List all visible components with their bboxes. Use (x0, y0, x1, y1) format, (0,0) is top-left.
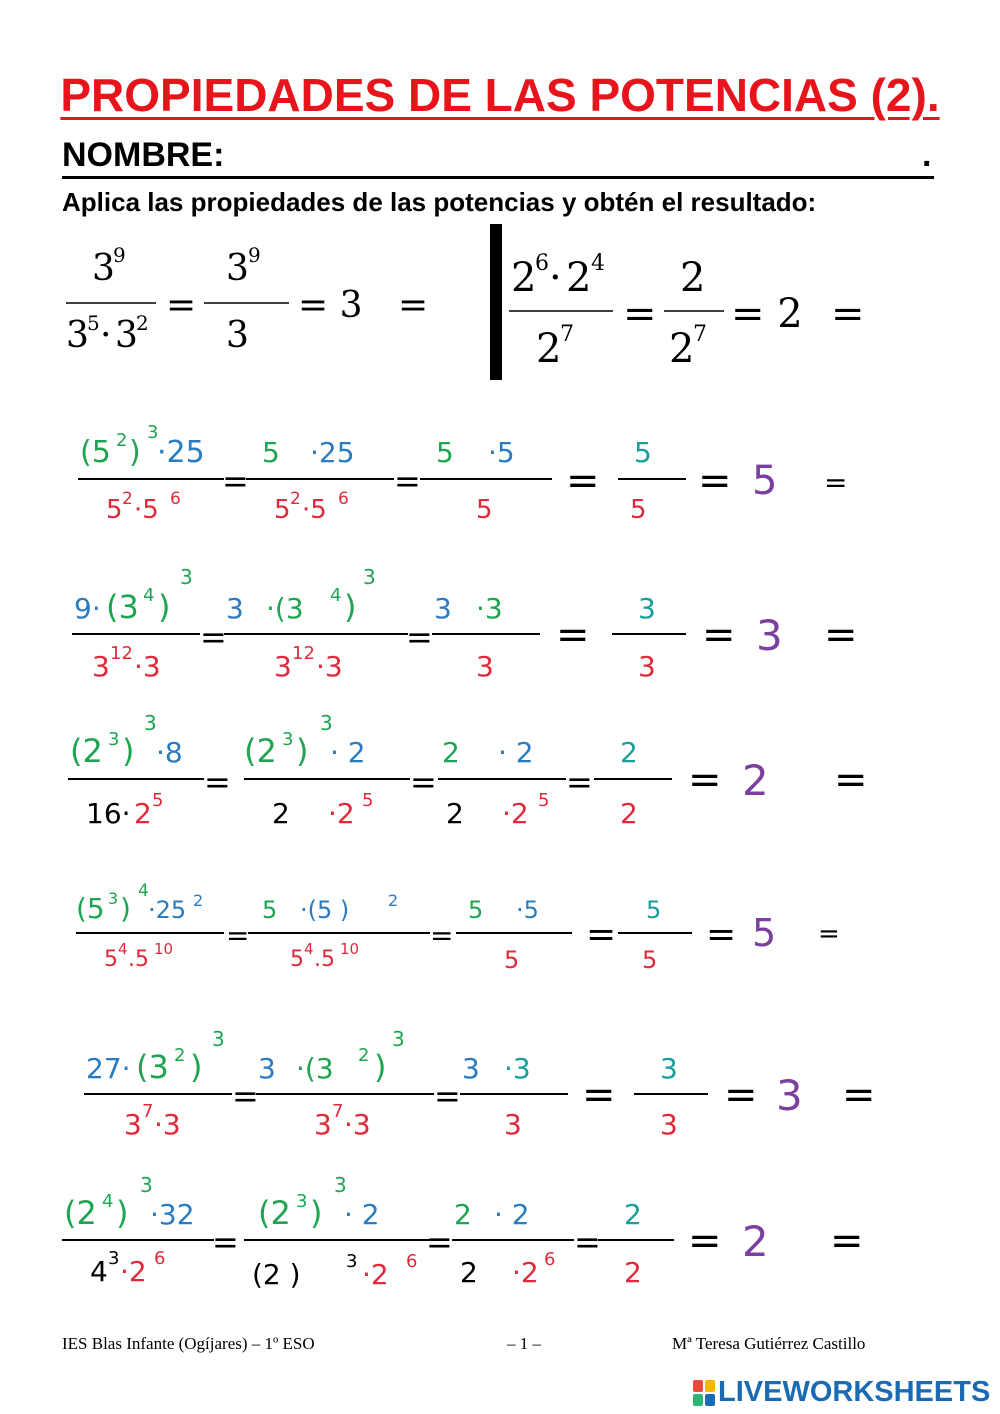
e7-n2-exp: 2 (358, 1045, 370, 1066)
e4-n2-close: ) (344, 588, 357, 626)
e6-d1-exp2: 10 (154, 940, 174, 958)
e3-eq-1: = (222, 462, 249, 500)
e1-den-base2: 3 (115, 315, 138, 356)
e8-d2-lead-exp: 3 (346, 1251, 358, 1272)
e5-d1-exp: 5 (152, 790, 164, 811)
e8-n1-exp: 4 (102, 1191, 114, 1212)
e7-d1-exp: 7 (142, 1101, 154, 1122)
e1-den-dot: · (100, 315, 112, 356)
e7-result: 3 (776, 1071, 803, 1120)
e3-n1-exp: 2 (116, 430, 128, 451)
e7-d2-tail: ·3 (344, 1108, 371, 1141)
e6-d2-base: 5 (290, 947, 304, 972)
e1-num-base: 3 (92, 248, 115, 289)
page-title: PROPIEDADES DE LAS POTENCIAS (2). (60, 69, 940, 121)
e8-result: 2 (742, 1217, 769, 1266)
e6-n1-exp2: 2 (193, 891, 204, 910)
e3-equals-answer: = (824, 466, 848, 499)
e7-n3-base: 3 (462, 1052, 480, 1085)
e3-d1-mid: ·5 (134, 495, 159, 525)
e1-den-exp1: 5 (87, 311, 100, 335)
e2-r1-num: 2 (680, 255, 706, 301)
e5-n2-tail: · 2 (330, 736, 366, 769)
footer-school: IES Blas Infante (Ogíjares) – 1º ESO (62, 1334, 315, 1353)
exercise-4 (72, 565, 858, 683)
e4-eq-4: = (702, 612, 736, 658)
e8-n1-open: (2 (64, 1194, 97, 1232)
e2-equals-1: = (623, 291, 657, 337)
e7-n2-tail: ·(3 (296, 1052, 334, 1085)
e6-result: 5 (752, 911, 777, 955)
e2-r1-den: 2 (669, 326, 695, 372)
e6-n1-close: ) (120, 892, 131, 925)
exercise-5 (68, 711, 868, 830)
e7-n2-outer: 3 (392, 1027, 405, 1051)
e8-n3-base: 2 (454, 1198, 472, 1231)
e6-n2-tail: ·(5 ) (300, 896, 350, 924)
e5-eq-2: = (410, 763, 437, 801)
e3-n3-tail: ·5 (488, 436, 515, 469)
e6-n2-exp: 2 (388, 891, 399, 910)
exercise-3 (78, 422, 847, 525)
e2-num-exp1: 6 (535, 251, 549, 276)
e2-r1-den-exp: 7 (693, 322, 707, 347)
e8-d2-base: ·2 (362, 1258, 389, 1291)
e7-n2-close: ) (374, 1048, 387, 1086)
e6-eq-3: = (586, 914, 617, 955)
e5-n1-close: ) (122, 732, 135, 770)
e7-n1-close: ) (190, 1048, 203, 1086)
e4-n1-outer: 3 (180, 565, 193, 589)
e7-equals-answer: = (842, 1072, 876, 1118)
e8-eq-3: = (574, 1223, 601, 1261)
e8-d1-exp: 6 (154, 1248, 166, 1269)
instruction-text: Aplica las propiedades de las potencias y obtén el resultado: (62, 187, 817, 217)
e8-equals-answer: = (830, 1218, 864, 1264)
e4-d2-base: 3 (274, 650, 292, 683)
e4-n2-exp: 4 (330, 585, 342, 606)
exercise-6 (76, 881, 840, 974)
e5-n2-close: ) (296, 732, 309, 770)
e6-n3-tail: ·5 (516, 896, 539, 924)
e2-den-exp: 7 (560, 322, 574, 347)
e5-eq-3: = (566, 763, 593, 801)
e8-n3-tail: · 2 (494, 1198, 530, 1231)
e3-n1-outer: 3 (147, 422, 159, 443)
e5-d1-lead: 16· (86, 797, 131, 830)
e5-n3-base: 2 (442, 736, 460, 769)
e5-equals-answer: = (834, 757, 868, 803)
e5-n1-open: (2 (70, 732, 103, 770)
e5-n2-outer: 3 (320, 711, 333, 735)
e4-n2-outer: 3 (363, 565, 376, 589)
e4-n3-base: 3 (434, 592, 452, 625)
e4-n2-tail: ·(3 (266, 592, 304, 625)
e2-equals-answer: = (831, 291, 865, 337)
e8-n2-outer: 3 (334, 1173, 347, 1197)
e1-r1-num-exp: 9 (248, 243, 261, 267)
e3-d1-exp2: 6 (170, 489, 181, 509)
e3-n4: 5 (634, 436, 652, 469)
e7-d4: 3 (660, 1108, 678, 1141)
e2-num-base1: 2 (511, 255, 537, 301)
exercise-1 (66, 243, 428, 356)
e8-d1-lead-exp: 3 (108, 1248, 120, 1269)
e1-den-exp2: 2 (136, 311, 149, 335)
e4-d2-exp: 12 (292, 643, 315, 664)
e8-n1-close: ) (116, 1194, 129, 1232)
e6-d1-exp: 4 (118, 940, 128, 958)
vertical-divider (490, 224, 502, 380)
e6-n4: 5 (646, 896, 662, 924)
exercise-8 (62, 1173, 864, 1291)
e4-result: 3 (756, 611, 783, 660)
e4-n4: 3 (638, 592, 656, 625)
e6-equals-answer: = (818, 919, 840, 949)
e5-d3-exp: 5 (538, 790, 550, 811)
footer-page-number: – 1 – (507, 1334, 541, 1353)
e4-d1-base: 3 (92, 650, 110, 683)
e7-eq-3: = (582, 1072, 616, 1118)
e8-d4: 2 (624, 1256, 642, 1289)
name-label: NOMBRE: (62, 136, 225, 174)
e5-d1-base: 2 (134, 797, 152, 830)
e3-n2-base: 5 (262, 436, 280, 469)
e5-result: 2 (742, 756, 769, 805)
e4-d3: 3 (476, 650, 494, 683)
e5-d2-exp: 5 (362, 790, 374, 811)
e6-d1-base: 5 (104, 947, 118, 972)
e7-d2-exp: 7 (332, 1101, 344, 1122)
e5-n1-outer: 3 (144, 711, 157, 735)
e8-n1-outer: 3 (140, 1173, 153, 1197)
e7-d1-base: 3 (124, 1108, 142, 1141)
e6-n2-base: 5 (262, 896, 278, 924)
e3-d1-base: 5 (106, 495, 123, 525)
e4-n1-close: ) (158, 588, 171, 626)
e6-d4: 5 (642, 946, 658, 974)
e3-d2-mid: ·5 (302, 495, 327, 525)
e6-eq-1: = (226, 919, 250, 952)
e7-d3: 3 (504, 1108, 522, 1141)
e3-n1-open: (5 (80, 435, 111, 470)
e7-n4: 3 (660, 1052, 678, 1085)
e5-n2-exp: 3 (282, 729, 294, 750)
e3-d2-base: 5 (274, 495, 291, 525)
e6-d3: 5 (504, 946, 520, 974)
e4-n2-base: 3 (226, 592, 244, 625)
e7-n3-tail: ·3 (504, 1052, 531, 1085)
e7-n1-exp: 2 (174, 1045, 186, 1066)
e8-eq-4: = (688, 1218, 722, 1264)
e7-d2-base: 3 (314, 1108, 332, 1141)
e6-n3-base: 5 (468, 896, 484, 924)
e8-d2-lead: (2 ) (252, 1258, 301, 1291)
e7-eq-1: = (232, 1077, 259, 1115)
e3-eq-2: = (394, 462, 421, 500)
e4-d4: 3 (638, 650, 656, 683)
e5-n1-tail: ·8 (156, 736, 183, 769)
e1-r1-num: 3 (226, 248, 249, 289)
e8-n2-exp: 3 (296, 1191, 308, 1212)
e3-result: 5 (752, 458, 778, 504)
footer-author: Mª Teresa Gutiérrez Castillo (672, 1334, 866, 1353)
e4-n3-tail: ·3 (476, 592, 503, 625)
liveworksheets-brand (693, 1376, 990, 1409)
e1-equals-1: = (166, 285, 197, 326)
e8-d3-exp: 6 (544, 1249, 556, 1270)
e8-eq-1: = (212, 1223, 239, 1261)
e8-d1-base: ·2 (120, 1255, 147, 1288)
e4-eq-3: = (556, 612, 590, 658)
e7-eq-4: = (724, 1072, 758, 1118)
e3-n3-base: 5 (436, 436, 454, 469)
e5-n2-open: (2 (244, 732, 277, 770)
e4-equals-answer: = (824, 612, 858, 658)
name-dot: . (922, 136, 932, 174)
e8-d2-exp: 6 (406, 1251, 418, 1272)
e8-eq-2: = (426, 1223, 453, 1261)
e5-d2-base: ·2 (328, 797, 355, 830)
e8-n2-open: (2 (258, 1194, 291, 1232)
e1-equals-answer: = (398, 285, 429, 326)
e3-eq-3: = (566, 458, 600, 504)
e3-n1-close: ) (129, 435, 141, 470)
e8-n2-close: ) (310, 1194, 323, 1232)
e5-d4: 2 (620, 797, 638, 830)
e1-r1-den: 3 (226, 315, 249, 356)
e6-n1-open: (5 (76, 892, 105, 925)
e3-d4: 5 (630, 495, 647, 525)
e6-d2-exp2: 10 (340, 940, 360, 958)
exercise-7 (84, 1027, 876, 1141)
e4-d2-tail: ·3 (316, 650, 343, 683)
e3-eq-4: = (698, 458, 732, 504)
e4-n1-exp: 4 (143, 585, 155, 606)
e8-d3-base: ·2 (512, 1256, 539, 1289)
e8-n1-tail: ·32 (150, 1198, 195, 1231)
e4-n1-lead: 9· (74, 592, 101, 625)
e4-eq-2: = (406, 618, 433, 656)
e7-n2-base: 3 (258, 1052, 276, 1085)
e1-den-base1: 3 (66, 315, 89, 356)
e8-d1-lead: 4 (90, 1255, 108, 1288)
e4-n1-open: (3 (106, 588, 139, 626)
e1-result: = 3 (298, 285, 363, 326)
e5-n4: 2 (620, 736, 638, 769)
e5-d3-lead: 2 (446, 797, 464, 830)
e3-d2-exp2: 6 (338, 489, 349, 509)
e6-n1-tail: ·25 (148, 896, 187, 924)
e5-d3-base: ·2 (502, 797, 529, 830)
e2-num-exp2: 4 (591, 251, 605, 276)
e5-d2-lead: 2 (272, 797, 290, 830)
e3-n1-tail: ·25 (157, 435, 205, 470)
e4-d1-exp: 12 (110, 643, 133, 664)
e6-d2-exp: 4 (304, 940, 314, 958)
e7-eq-2: = (434, 1077, 461, 1115)
e3-d2-exp: 2 (290, 489, 301, 509)
e4-eq-1: = (200, 618, 227, 656)
e7-d1-tail: ·3 (154, 1108, 181, 1141)
e7-n1-open: (3 (136, 1048, 169, 1086)
e7-n1-outer: 3 (212, 1027, 225, 1051)
e6-d2-mid: .5 (314, 947, 335, 972)
e5-n1-exp: 3 (108, 729, 120, 750)
e5-eq-1: = (204, 763, 231, 801)
e6-n1-exp: 3 (108, 889, 119, 908)
e2-den-base: 2 (536, 326, 562, 372)
liveworksheets-brand-text: LIVEWORKSHEETS (718, 1376, 991, 1408)
e2-result: = 2 (731, 291, 803, 337)
e2-num-base2: 2 (566, 255, 592, 301)
e6-eq-4: = (706, 914, 737, 955)
e4-d1-tail: ·3 (134, 650, 161, 683)
e3-d1-exp: 2 (122, 489, 133, 509)
e8-d3-lead: 2 (460, 1256, 478, 1289)
e6-d1-mid: .5 (128, 947, 149, 972)
exercise-2 (509, 251, 865, 372)
liveworksheets-logo-icon (693, 1380, 715, 1406)
e6-eq-2: = (430, 919, 454, 952)
e6-n1-outer: 4 (138, 881, 149, 901)
e8-n2-tail: · 2 (344, 1198, 380, 1231)
e2-num-dot: · (549, 255, 562, 301)
e3-d3: 5 (476, 495, 493, 525)
e3-n2-tail: ·25 (310, 436, 355, 469)
e7-n1-lead: 27· (86, 1052, 131, 1085)
e1-num-exp: 9 (113, 243, 126, 267)
e8-n4: 2 (624, 1198, 642, 1231)
e5-eq-4: = (688, 757, 722, 803)
e5-n3-tail: · 2 (498, 736, 534, 769)
